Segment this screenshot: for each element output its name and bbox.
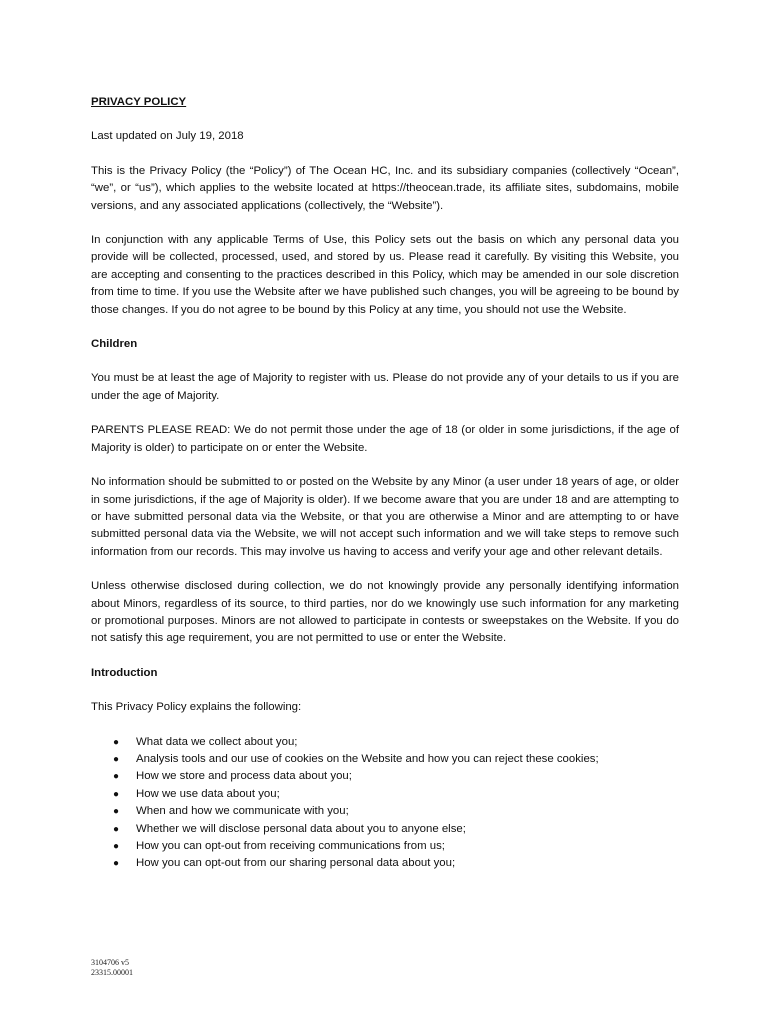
list-item bbox=[91, 803, 679, 820]
footer-matter-number: 23315.00001 bbox=[91, 967, 133, 977]
document-body bbox=[91, 94, 679, 873]
list-item-text: When and how we communicate with you; bbox=[136, 805, 349, 818]
document-footer bbox=[91, 958, 133, 977]
bullet-icon: ● bbox=[113, 823, 120, 835]
children-heading: Children bbox=[91, 338, 138, 351]
introduction-heading: Introduction bbox=[91, 666, 158, 679]
list-item bbox=[91, 786, 679, 803]
list-item bbox=[91, 751, 679, 768]
bullet-icon: ● bbox=[113, 806, 120, 818]
policy-contents-list bbox=[91, 734, 679, 873]
document-title: PRIVACY POLICY bbox=[91, 96, 187, 108]
list-item-text: What data we collect about you; bbox=[136, 735, 298, 748]
children-paragraph-2: PARENTS PLEASE READ: We do not permit those under the age of 18 (or older in some jurisdictions, if the age of Majority is older) to participate on or enter the Website. bbox=[91, 424, 679, 454]
list-item bbox=[91, 855, 679, 872]
intro-paragraph-2: In conjunction with any applicable Terms of Use, this Policy sets out the basis on which any personal data you provide will be collected, processed, used, and stored by us. Please read it carefully. By visiting this Website, you are accepting and consenting to the practices described in this Policy, which may be amended in our sole discretion from time to time. If you use the Website after we have published such changes, you will be agreeing to be bound by those changes. If you do not agree to be bound by this Policy at any time, you should not use the Website. bbox=[91, 234, 679, 316]
bullet-icon: ● bbox=[113, 771, 120, 783]
children-paragraph-4: Unless otherwise disclosed during collection, we do not knowingly provide any personally identifying information about Minors, regardless of its source, to third parties, nor do we knowingly use such information for any marketing or promotional purposes. Minors are not allowed to participate in contests or sweepstakes on the Website. If you do not satisfy this age requirement, you are not permitted to use or enter the Website. bbox=[91, 580, 679, 645]
list-item-text: How you can opt-out from receiving communications from us; bbox=[136, 840, 445, 852]
bullet-icon: ● bbox=[113, 788, 120, 800]
children-paragraph-1: You must be at least the age of Majority to register with us. Please do not provide any of your details to us if you are under the age of Majority. bbox=[91, 372, 679, 402]
list-item bbox=[91, 821, 679, 838]
bullet-icon: ● bbox=[113, 858, 120, 870]
footer-version: 3104706 v5 bbox=[91, 958, 129, 967]
list-item-text: Whether we will disclose personal data about you to anyone else; bbox=[136, 822, 466, 835]
list-item-text: How we use data about you; bbox=[136, 787, 280, 800]
bullet-icon: ● bbox=[113, 753, 120, 765]
list-item bbox=[91, 734, 679, 751]
list-item-text: Analysis tools and our use of cookies on the Website and how you can reject these cookies; bbox=[136, 752, 599, 765]
introduction-lead: This Privacy Policy explains the following: bbox=[91, 701, 302, 714]
last-updated: Last updated on July 19, 2018 bbox=[91, 130, 244, 143]
children-paragraph-3: No information should be submitted to or posted on the Website by any Minor (a user under 18 years of age, or older in some jurisdictions, if the age of Majority is older). If we become aware that you are under 18 and are attempting to or have submitted personal data via the Website, or that you are otherwise a Minor and are attempting to or have submitted personal data via the Website, we will not accept such information and we will take steps to remove such information from our records. This may involve us having to access and verify your age and other relevant details. bbox=[91, 476, 679, 558]
list-item-text: How we store and process data about you; bbox=[136, 770, 352, 783]
list-item bbox=[91, 768, 679, 785]
bullet-icon: ● bbox=[113, 736, 120, 748]
intro-paragraph-1: This is the Privacy Policy (the “Policy”) of The Ocean HC, Inc. and its subsidiary companies (collectively “Ocean”, “we”, or “us”), which applies to the website located at https://theocean.trade, its affiliate sites, subdomains, mobile versions, and any associated applications (collectively, the “Website”). bbox=[91, 164, 679, 212]
list-item bbox=[91, 838, 679, 855]
bullet-icon: ● bbox=[113, 841, 120, 852]
list-item-text: How you can opt-out from our sharing personal data about you; bbox=[136, 857, 456, 870]
